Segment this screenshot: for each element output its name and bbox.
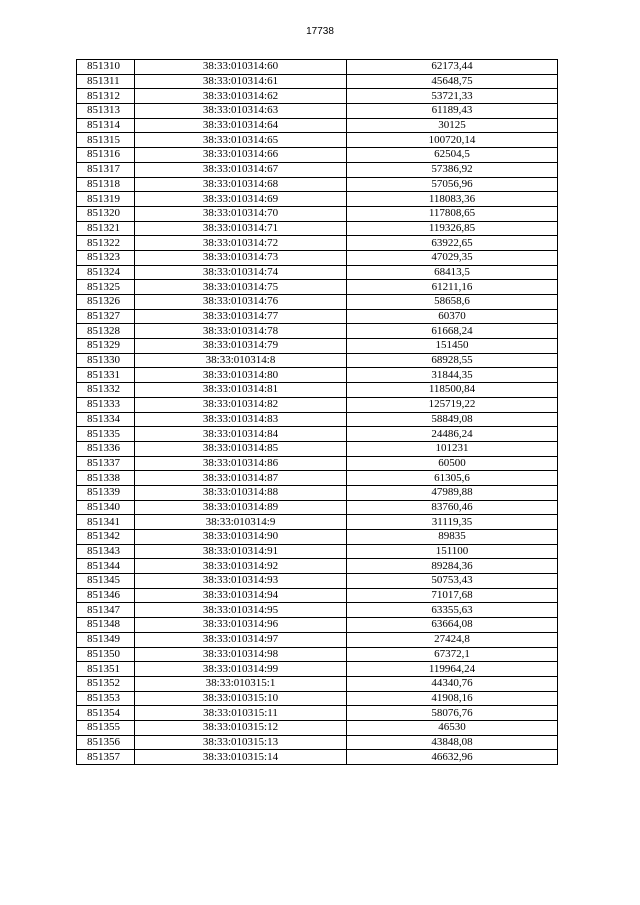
row-number-cell: 851338 bbox=[77, 471, 135, 486]
table-row bbox=[77, 471, 558, 486]
cadastral-number-cell: 38:33:010314:72 bbox=[135, 236, 347, 251]
row-number-cell: 851318 bbox=[77, 177, 135, 192]
value-cell: 57056,96 bbox=[347, 177, 558, 192]
table-row bbox=[77, 236, 558, 251]
cadastral-number-cell: 38:33:010314:81 bbox=[135, 383, 347, 398]
table-row bbox=[77, 427, 558, 442]
table-row bbox=[77, 133, 558, 148]
row-number-cell: 851344 bbox=[77, 559, 135, 574]
table-row bbox=[77, 515, 558, 530]
row-number-cell: 851325 bbox=[77, 280, 135, 295]
row-number-cell: 851340 bbox=[77, 500, 135, 515]
row-number-cell: 851316 bbox=[77, 148, 135, 163]
value-cell: 57386,92 bbox=[347, 162, 558, 177]
page-number: 17738 bbox=[306, 26, 334, 37]
cadastral-number-cell: 38:33:010314:68 bbox=[135, 177, 347, 192]
table-row bbox=[77, 368, 558, 383]
value-cell: 60370 bbox=[347, 309, 558, 324]
table-row bbox=[77, 383, 558, 398]
table-row bbox=[77, 221, 558, 236]
value-cell: 44340,76 bbox=[347, 676, 558, 691]
value-cell: 100720,14 bbox=[347, 133, 558, 148]
row-number-cell: 851351 bbox=[77, 662, 135, 677]
row-number-cell: 851346 bbox=[77, 588, 135, 603]
value-cell: 63664,08 bbox=[347, 618, 558, 633]
table-row bbox=[77, 662, 558, 677]
value-cell: 67372,1 bbox=[347, 647, 558, 662]
table-row bbox=[77, 500, 558, 515]
table-row bbox=[77, 632, 558, 647]
table-row bbox=[77, 412, 558, 427]
value-cell: 119326,85 bbox=[347, 221, 558, 236]
cadastral-number-cell: 38:33:010314:64 bbox=[135, 118, 347, 133]
table-row bbox=[77, 706, 558, 721]
value-cell: 71017,68 bbox=[347, 588, 558, 603]
table-row bbox=[77, 691, 558, 706]
value-cell: 63355,63 bbox=[347, 603, 558, 618]
table-row bbox=[77, 60, 558, 75]
value-cell: 61668,24 bbox=[347, 324, 558, 339]
row-number-cell: 851348 bbox=[77, 618, 135, 633]
table-row bbox=[77, 206, 558, 221]
cadastral-number-cell: 38:33:010314:99 bbox=[135, 662, 347, 677]
value-cell: 43848,08 bbox=[347, 735, 558, 750]
row-number-cell: 851336 bbox=[77, 441, 135, 456]
table-row bbox=[77, 192, 558, 207]
row-number-cell: 851326 bbox=[77, 295, 135, 310]
value-cell: 125719,22 bbox=[347, 397, 558, 412]
table-row bbox=[77, 574, 558, 589]
value-cell: 151450 bbox=[347, 339, 558, 354]
row-number-cell: 851330 bbox=[77, 353, 135, 368]
cadastral-number-cell: 38:33:010315:14 bbox=[135, 750, 347, 765]
cadastral-number-cell: 38:33:010314:93 bbox=[135, 574, 347, 589]
row-number-cell: 851337 bbox=[77, 456, 135, 471]
value-cell: 61211,16 bbox=[347, 280, 558, 295]
cadastral-number-cell: 38:33:010314:83 bbox=[135, 412, 347, 427]
table-row bbox=[77, 397, 558, 412]
value-cell: 151100 bbox=[347, 544, 558, 559]
cadastral-number-cell: 38:33:010314:71 bbox=[135, 221, 347, 236]
row-number-cell: 851313 bbox=[77, 104, 135, 119]
row-number-cell: 851320 bbox=[77, 206, 135, 221]
value-cell: 58658,6 bbox=[347, 295, 558, 310]
table-row bbox=[77, 603, 558, 618]
value-cell: 119964,24 bbox=[347, 662, 558, 677]
row-number-cell: 851322 bbox=[77, 236, 135, 251]
value-cell: 62173,44 bbox=[347, 60, 558, 75]
table-row bbox=[77, 265, 558, 280]
row-number-cell: 851355 bbox=[77, 720, 135, 735]
cadastral-number-cell: 38:33:010314:74 bbox=[135, 265, 347, 280]
row-number-cell: 851339 bbox=[77, 485, 135, 500]
table-row bbox=[77, 544, 558, 559]
value-cell: 68928,55 bbox=[347, 353, 558, 368]
value-cell: 117808,65 bbox=[347, 206, 558, 221]
value-cell: 83760,46 bbox=[347, 500, 558, 515]
value-cell: 68413,5 bbox=[347, 265, 558, 280]
cadastral-number-cell: 38:33:010314:75 bbox=[135, 280, 347, 295]
row-number-cell: 851311 bbox=[77, 74, 135, 89]
value-cell: 41908,16 bbox=[347, 691, 558, 706]
table-row bbox=[77, 588, 558, 603]
value-cell: 46530 bbox=[347, 720, 558, 735]
table-row bbox=[77, 647, 558, 662]
table-row bbox=[77, 353, 558, 368]
row-number-cell: 851315 bbox=[77, 133, 135, 148]
cadastral-number-cell: 38:33:010315:11 bbox=[135, 706, 347, 721]
row-number-cell: 851356 bbox=[77, 735, 135, 750]
cadastral-number-cell: 38:33:010314:92 bbox=[135, 559, 347, 574]
row-number-cell: 851317 bbox=[77, 162, 135, 177]
row-number-cell: 851343 bbox=[77, 544, 135, 559]
value-cell: 101231 bbox=[347, 441, 558, 456]
row-number-cell: 851332 bbox=[77, 383, 135, 398]
row-number-cell: 851319 bbox=[77, 192, 135, 207]
value-cell: 63922,65 bbox=[347, 236, 558, 251]
cadastral-number-cell: 38:33:010315:13 bbox=[135, 735, 347, 750]
table-row bbox=[77, 735, 558, 750]
cadastral-number-cell: 38:33:010314:95 bbox=[135, 603, 347, 618]
cadastral-number-cell: 38:33:010314:62 bbox=[135, 89, 347, 104]
table-body bbox=[77, 60, 558, 765]
cadastral-number-cell: 38:33:010314:60 bbox=[135, 60, 347, 75]
row-number-cell: 851328 bbox=[77, 324, 135, 339]
row-number-cell: 851341 bbox=[77, 515, 135, 530]
row-number-cell: 851345 bbox=[77, 574, 135, 589]
value-cell: 46632,96 bbox=[347, 750, 558, 765]
table-row bbox=[77, 118, 558, 133]
cadastral-number-cell: 38:33:010314:98 bbox=[135, 647, 347, 662]
table-row bbox=[77, 559, 558, 574]
value-cell: 62504,5 bbox=[347, 148, 558, 163]
cadastral-number-cell: 38:33:010314:87 bbox=[135, 471, 347, 486]
value-cell: 30125 bbox=[347, 118, 558, 133]
cadastral-number-cell: 38:33:010314:94 bbox=[135, 588, 347, 603]
cadastral-number-cell: 38:33:010314:63 bbox=[135, 104, 347, 119]
value-cell: 61189,43 bbox=[347, 104, 558, 119]
row-number-cell: 851331 bbox=[77, 368, 135, 383]
table-row bbox=[77, 177, 558, 192]
row-number-cell: 851323 bbox=[77, 250, 135, 265]
row-number-cell: 851342 bbox=[77, 530, 135, 545]
table-row bbox=[77, 280, 558, 295]
cadastral-value-table bbox=[76, 59, 558, 765]
table-row bbox=[77, 530, 558, 545]
value-cell: 118500,84 bbox=[347, 383, 558, 398]
cadastral-number-cell: 38:33:010315:12 bbox=[135, 720, 347, 735]
row-number-cell: 851352 bbox=[77, 676, 135, 691]
value-cell: 61305,6 bbox=[347, 471, 558, 486]
table-row bbox=[77, 309, 558, 324]
cadastral-number-cell: 38:33:010314:80 bbox=[135, 368, 347, 383]
table-row bbox=[77, 456, 558, 471]
table-row bbox=[77, 89, 558, 104]
cadastral-number-cell: 38:33:010314:89 bbox=[135, 500, 347, 515]
cadastral-number-cell: 38:33:010314:97 bbox=[135, 632, 347, 647]
cadastral-number-cell: 38:33:010314:90 bbox=[135, 530, 347, 545]
row-number-cell: 851334 bbox=[77, 412, 135, 427]
row-number-cell: 851333 bbox=[77, 397, 135, 412]
row-number-cell: 851357 bbox=[77, 750, 135, 765]
row-number-cell: 851347 bbox=[77, 603, 135, 618]
row-number-cell: 851350 bbox=[77, 647, 135, 662]
table-row bbox=[77, 750, 558, 765]
cadastral-number-cell: 38:33:010314:84 bbox=[135, 427, 347, 442]
cadastral-number-cell: 38:33:010314:73 bbox=[135, 250, 347, 265]
cadastral-number-cell: 38:33:010314:86 bbox=[135, 456, 347, 471]
cadastral-number-cell: 38:33:010314:9 bbox=[135, 515, 347, 530]
value-cell: 89835 bbox=[347, 530, 558, 545]
table-row bbox=[77, 324, 558, 339]
table-row bbox=[77, 676, 558, 691]
cadastral-number-cell: 38:33:010314:91 bbox=[135, 544, 347, 559]
cadastral-number-cell: 38:33:010314:76 bbox=[135, 295, 347, 310]
table-row bbox=[77, 485, 558, 500]
row-number-cell: 851312 bbox=[77, 89, 135, 104]
cadastral-number-cell: 38:33:010314:78 bbox=[135, 324, 347, 339]
value-cell: 31844,35 bbox=[347, 368, 558, 383]
row-number-cell: 851353 bbox=[77, 691, 135, 706]
value-cell: 53721,33 bbox=[347, 89, 558, 104]
cadastral-number-cell: 38:33:010314:69 bbox=[135, 192, 347, 207]
cadastral-number-cell: 38:33:010314:88 bbox=[135, 485, 347, 500]
cadastral-number-cell: 38:33:010314:67 bbox=[135, 162, 347, 177]
value-cell: 89284,36 bbox=[347, 559, 558, 574]
table-row bbox=[77, 162, 558, 177]
table-row bbox=[77, 148, 558, 163]
row-number-cell: 851329 bbox=[77, 339, 135, 354]
cadastral-number-cell: 38:33:010314:79 bbox=[135, 339, 347, 354]
cadastral-number-cell: 38:33:010314:96 bbox=[135, 618, 347, 633]
value-cell: 47989,88 bbox=[347, 485, 558, 500]
table-row bbox=[77, 74, 558, 89]
table-row bbox=[77, 441, 558, 456]
cadastral-number-cell: 38:33:010314:70 bbox=[135, 206, 347, 221]
cadastral-number-cell: 38:33:010314:8 bbox=[135, 353, 347, 368]
value-cell: 58849,08 bbox=[347, 412, 558, 427]
value-cell: 118083,36 bbox=[347, 192, 558, 207]
row-number-cell: 851327 bbox=[77, 309, 135, 324]
value-cell: 27424,8 bbox=[347, 632, 558, 647]
table-row bbox=[77, 618, 558, 633]
table-row bbox=[77, 720, 558, 735]
row-number-cell: 851354 bbox=[77, 706, 135, 721]
cadastral-number-cell: 38:33:010315:1 bbox=[135, 676, 347, 691]
cadastral-number-cell: 38:33:010314:61 bbox=[135, 74, 347, 89]
value-cell: 60500 bbox=[347, 456, 558, 471]
row-number-cell: 851324 bbox=[77, 265, 135, 280]
value-cell: 45648,75 bbox=[347, 74, 558, 89]
row-number-cell: 851314 bbox=[77, 118, 135, 133]
cadastral-number-cell: 38:33:010315:10 bbox=[135, 691, 347, 706]
cadastral-number-cell: 38:33:010314:77 bbox=[135, 309, 347, 324]
value-cell: 50753,43 bbox=[347, 574, 558, 589]
cadastral-number-cell: 38:33:010314:85 bbox=[135, 441, 347, 456]
row-number-cell: 851349 bbox=[77, 632, 135, 647]
cadastral-number-cell: 38:33:010314:65 bbox=[135, 133, 347, 148]
cadastral-number-cell: 38:33:010314:82 bbox=[135, 397, 347, 412]
row-number-cell: 851310 bbox=[77, 60, 135, 75]
cadastral-number-cell: 38:33:010314:66 bbox=[135, 148, 347, 163]
table-row bbox=[77, 250, 558, 265]
table-row bbox=[77, 295, 558, 310]
row-number-cell: 851335 bbox=[77, 427, 135, 442]
value-cell: 31119,35 bbox=[347, 515, 558, 530]
value-cell: 47029,35 bbox=[347, 250, 558, 265]
row-number-cell: 851321 bbox=[77, 221, 135, 236]
value-cell: 58076,76 bbox=[347, 706, 558, 721]
value-cell: 24486,24 bbox=[347, 427, 558, 442]
table-row bbox=[77, 104, 558, 119]
table-row bbox=[77, 339, 558, 354]
